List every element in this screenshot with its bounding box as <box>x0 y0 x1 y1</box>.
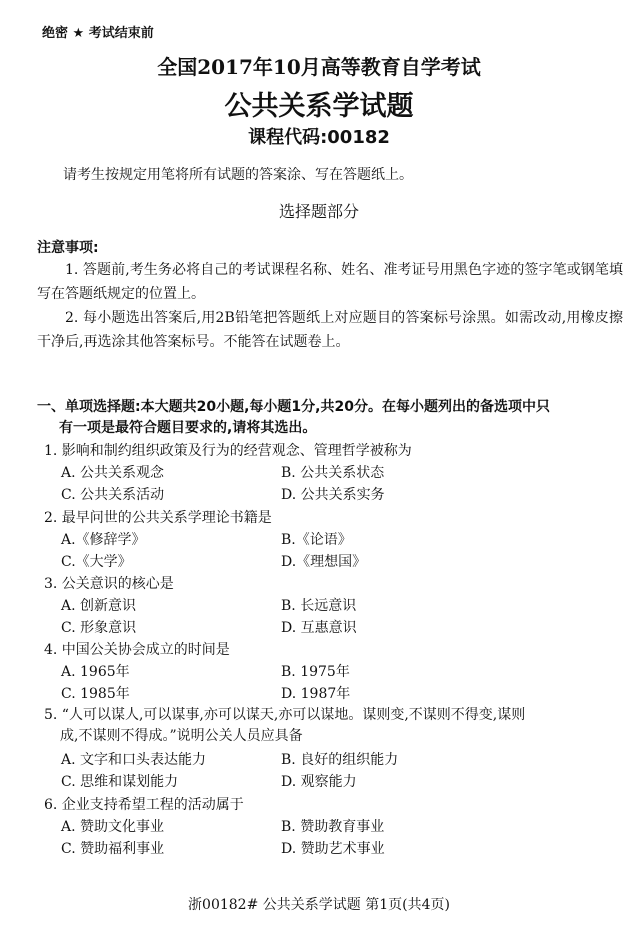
option-d: D. 1987年 <box>281 686 351 702</box>
notice-item: 2. 每小题选出答案后,用2B铅笔把答题纸上对应题目的答案标号涂黑。如需改动,用橡皮擦干净后,再选涂其他答案标号。不能答在试题卷上。 <box>37 310 623 350</box>
option-c: C. 形象意识 <box>61 620 137 636</box>
question-stem: 1. 影响和制约组织政策及行为的经营观念、管理哲学被称为 <box>44 443 412 459</box>
notice-heading: 注意事项: <box>37 240 99 256</box>
option-a: A. 创新意识 <box>61 598 137 614</box>
exam-title: 全国2017年10月高等教育自学考试 <box>157 55 481 79</box>
option-d: D. 观察能力 <box>281 774 357 790</box>
course-code: 课程代码:00182 <box>248 127 390 148</box>
question-stem: 6. 企业支持希望工程的活动属于 <box>44 797 244 813</box>
question-stem: 2. 最早问世的公共关系学理论书籍是 <box>44 510 272 526</box>
section-heading <box>37 397 623 439</box>
option-a: A. 赞助文化事业 <box>61 819 165 835</box>
option-b: B. 1975年 <box>281 664 350 680</box>
option-a: A. 1965年 <box>61 664 130 680</box>
question-stem <box>44 705 624 747</box>
question-stem-line: 5. “人可以谋人,可以谋事,亦可以谋天,亦可以谋地。谋则变,不谋则不得变,谋则 <box>44 707 526 723</box>
option-c: C. 公共关系活动 <box>61 487 165 503</box>
page-footer: 浙00182# 公共关系学试题 第1页(共4页) <box>188 897 450 913</box>
option-a: A. 文字和口头表达能力 <box>61 752 207 768</box>
option-b: B. 赞助教育事业 <box>281 819 385 835</box>
question-stem: 4. 中国公关协会成立的时间是 <box>44 642 230 658</box>
confidential-label: 绝密 ★ 考试结束前 <box>42 26 154 41</box>
section-heading-line: 有一项是最符合题目要求的,请将其选出。 <box>59 420 317 436</box>
option-d: D. 公共关系实务 <box>281 487 385 503</box>
section-heading-line: 一、单项选择题:本大题共20小题,每小题1分,共20分。在每小题列出的备选项中只 <box>37 399 550 415</box>
option-c: C. 1985年 <box>61 686 130 702</box>
option-d: D. 互惠意识 <box>281 620 357 636</box>
option-c: C.《大学》 <box>61 554 132 570</box>
question-stem: 3. 公关意识的核心是 <box>44 576 174 592</box>
option-d: D.《理想国》 <box>281 554 367 570</box>
option-b: B. 良好的组织能力 <box>281 752 399 768</box>
option-b: B. 长远意识 <box>281 598 357 614</box>
option-b: B. 公共关系状态 <box>281 465 385 481</box>
option-b: B.《论语》 <box>281 532 352 548</box>
answer-instruction: 请考生按规定用笔将所有试题的答案涂、写在答题纸上。 <box>63 167 413 183</box>
notice-item: 1. 答题前,考生务必将自己的考试课程名称、姓名、准考证号用黑色字迹的签字笔或钢笔填写在答题纸规定的位置上。 <box>37 262 623 302</box>
option-c: C. 赞助福利事业 <box>61 841 165 857</box>
option-a: A. 公共关系观念 <box>61 465 165 481</box>
subject-title: 公共关系学试题 <box>224 91 414 122</box>
option-d: D. 赞助艺术事业 <box>281 841 385 857</box>
option-a: A.《修辞学》 <box>61 532 146 548</box>
option-c: C. 思维和谋划能力 <box>61 774 179 790</box>
question-stem-line: 成,不谋则不得成。”说明公关人员应具备 <box>60 728 303 744</box>
part-title: 选择题部分 <box>278 202 359 221</box>
